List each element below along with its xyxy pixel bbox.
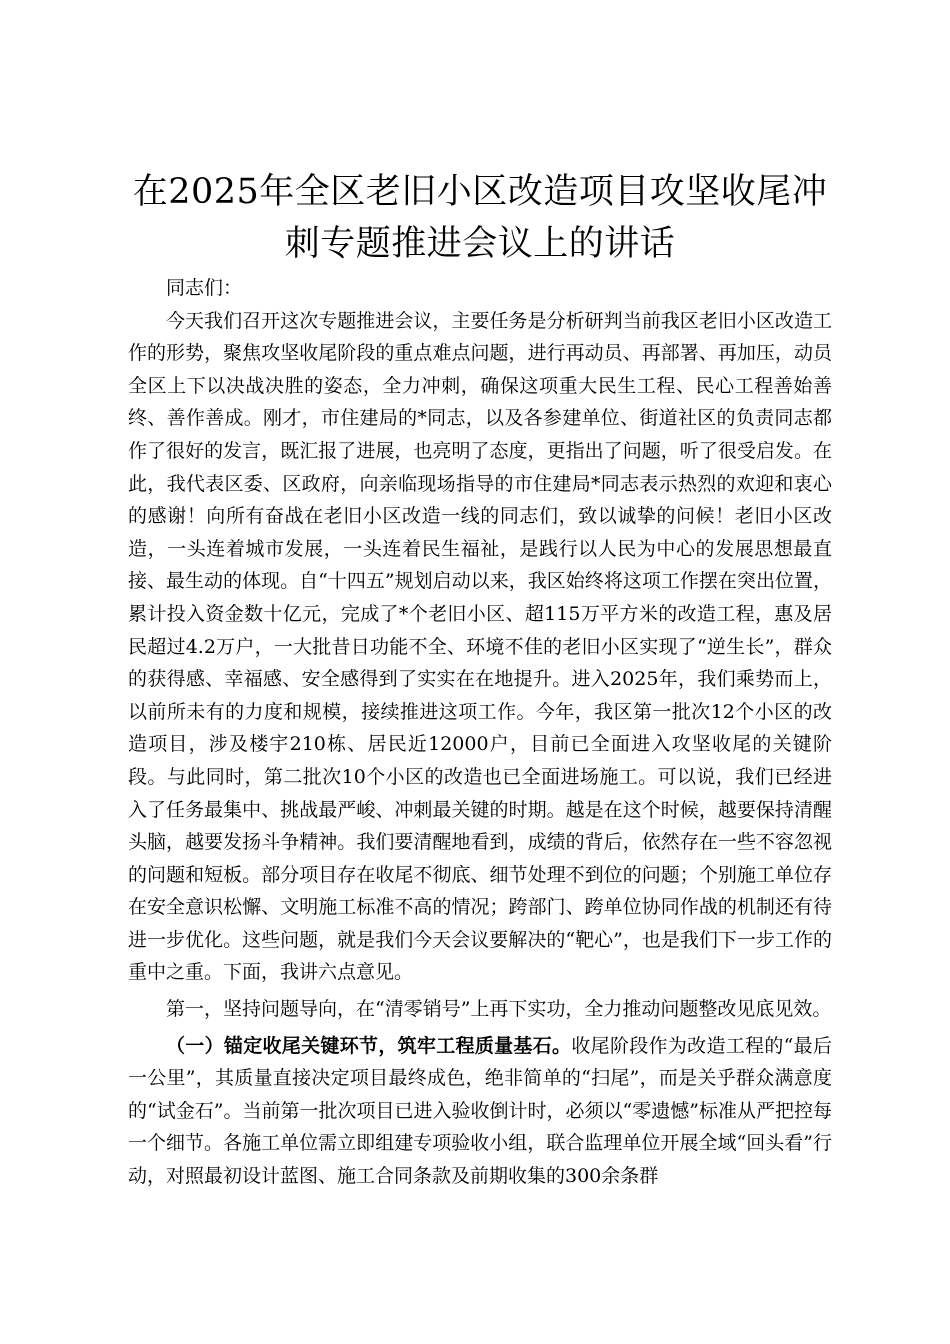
salutation: 同志们： [166, 277, 243, 299]
body-paragraph-point-one: 第一，坚持问题导向，在“清零销号”上再下实功，全力推动问题整改见底见效。 [166, 998, 832, 1021]
document-page [128, 166, 832, 1193]
section-1-paragraph [128, 1030, 832, 1193]
title-line-2: 刺专题推进会议上的讲话 [284, 224, 676, 264]
document-title [128, 166, 832, 270]
section-1-heading: （一）锚定收尾关键环节，筑牢工程质量基石。 [166, 1034, 572, 1057]
section-1-body: 收尾阶段作为改造工程的“最后一公里”，其质量直接决定项目最终成色，绝非简单的“扫尾”，而是关乎群众满意度的“试金石”。当前第一批次项目已进入验收倒计时，必须以“零遗憾”标准从严把控每一个细节。各施工单位需立即组建专项验收小组，联合监理单位开展全域“回头看”行动，对照最初设计蓝图、施工合同条款及前期收集的300余条群 [128, 1034, 832, 1188]
body-paragraph-intro: 今天我们召开这次专题推进会议，主要任务是分析研判当前我区老旧小区改造工作的形势，聚焦攻坚收尾阶段的重点难点问题，进行再动员、再部署、再加压，动员全区上下以决战决胜的姿态，全力冲刺，确保这项重大民生工程、民心工程善始善终、善作善成。刚才，市住建局的*同志，以及各参建单位、街道社区的负责同志都作了很好的发言，既汇报了进展，也亮明了态度，更指出了问题，听了很受启发。在此，我代表区委、区政府，向亲临现场指导的市住建局*同志表示热烈的欢迎和衷心的感谢！向所有奋战在老旧小区改造一线的同志们，致以诚挚的问候！老旧小区改造，一头连着城市发展，一头连着民生福祉，是践行以人民为中心的发展思想最直接、最生动的体现。自“十四五”规划启动以来，我区始终将这项工作摆在突出位置，累计投入资金数十亿元，完成了*个老旧小区、超115万平方米的改造工程，惠及居民超过4.2万户，一大批昔日功能不全、环境不佳的老旧小区实现了“逆生长”，群众的获得感、幸福感、安全感得到了实实在在地提升。进入2025年，我们乘势而上，以前所未有的力度和规模，接续推进这项工作。今年，我区第一批次12个小区的改造项目，涉及楼宇210栋、居民近12000户，目前已全面进入攻坚收尾的关键阶段。与此同时，第二批次10个小区的改造也已全面进场施工。可以说，我们已经进入了任务最集中、挑战最严峻、冲刺最关键的时期。越是在这个时候，越要保持清醒头脑，越要发扬斗争精神。我们要清醒地看到，成绩的背后，依然存在一些不容忽视的问题和短板。部分项目存在收尾不彻底、细节处理不到位的问题；个别施工单位存在安全意识松懈、文明施工标准不高的情况；跨部门、跨单位协同作战的机制还有待进一步优化。这些问题，就是我们今天会议要解决的“靶心”，也是我们下一步工作的重中之重。下面，我讲六点意见。 [128, 309, 832, 984]
title-line-1: 在2025年全区老旧小区改造项目攻坚收尾冲 [132, 172, 828, 212]
